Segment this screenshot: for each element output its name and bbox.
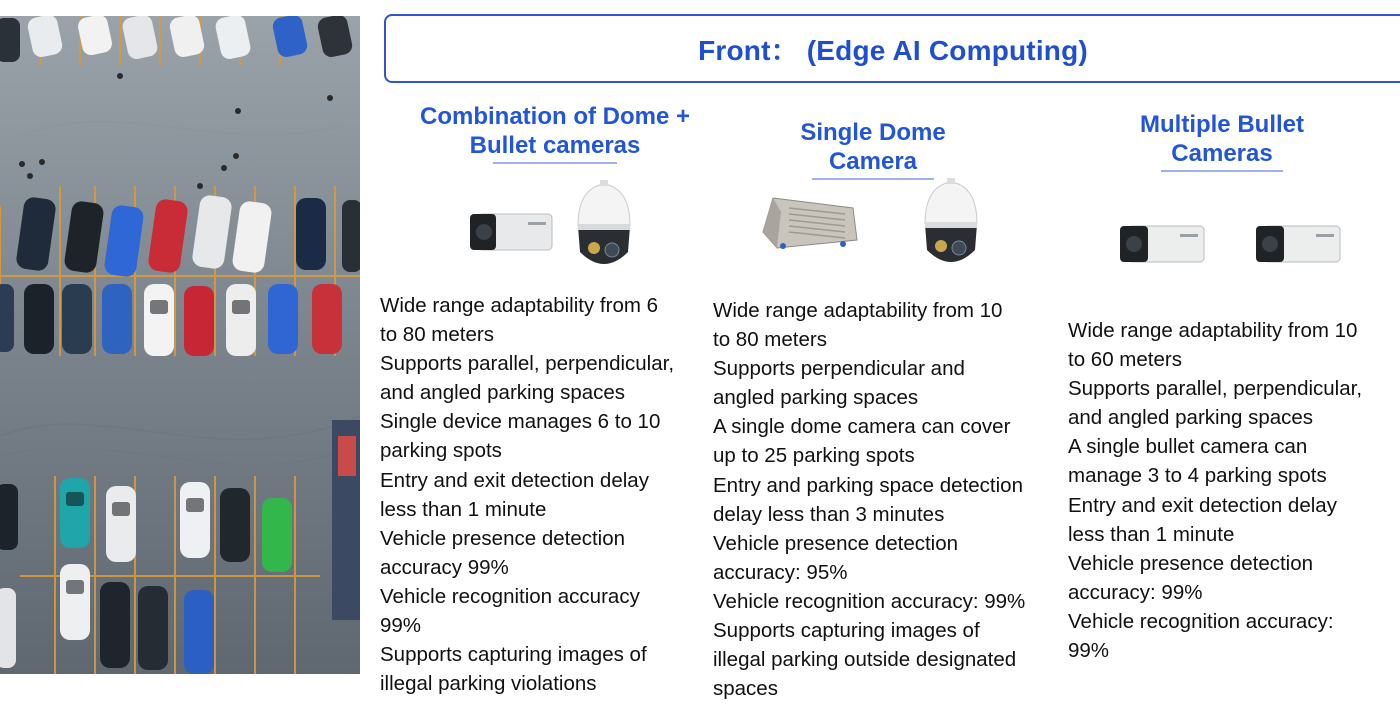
spec-line: and angled parking spaces <box>380 381 626 405</box>
spec-line: Vehicle presence detection <box>713 531 959 555</box>
spec-line: Entry and exit detection delay <box>380 468 649 492</box>
column-title-line2: Camera <box>828 148 918 175</box>
column-title-line2: Bullet cameras <box>469 132 641 159</box>
spec-line: to 80 meters <box>380 323 494 347</box>
spec-line: parking spots <box>380 439 502 463</box>
column-title-line1: Multiple Bullet <box>1140 111 1304 138</box>
spec-line: 99% <box>380 614 422 638</box>
column-title <box>713 118 1033 176</box>
spec-line: Vehicle recognition accuracy: 99% <box>713 589 1026 613</box>
dome-camera-icon <box>572 180 636 280</box>
spec-line: A single bullet camera can <box>1068 435 1308 459</box>
spec-line: Wide range adaptability from 6 <box>380 294 659 317</box>
spec-line: Supports perpendicular and <box>713 357 965 381</box>
title-underline <box>493 162 617 164</box>
spec-line: accuracy: 95% <box>713 560 848 584</box>
spec-line: up to 25 parking spots <box>713 444 915 468</box>
dome-camera-icon <box>919 178 983 278</box>
spec-line: Vehicle recognition accuracy: <box>1068 609 1334 633</box>
spec-line: delay less than 3 minutes <box>713 502 945 526</box>
spec-list <box>1068 316 1400 665</box>
spec-line: Supports capturing images of <box>713 619 980 643</box>
spec-list <box>713 296 1053 703</box>
spec-line: Supports capturing images of <box>380 643 647 667</box>
spec-list <box>380 291 710 698</box>
parking-lot-photo <box>0 16 360 674</box>
spec-line: and angled parking spaces <box>1068 406 1314 430</box>
bullet-camera-icon <box>1118 220 1208 270</box>
spec-line: Vehicle presence detection <box>1068 551 1314 575</box>
bullet-camera-icon <box>1254 220 1344 270</box>
spec-line: manage 3 to 4 parking spots <box>1068 464 1327 488</box>
spec-line: spaces <box>713 677 778 701</box>
column-title-line2: Cameras <box>1171 140 1273 167</box>
header-banner <box>384 14 1400 83</box>
column-title <box>1068 110 1376 168</box>
spec-line: Vehicle recognition accuracy <box>380 584 640 608</box>
column-title-line1: Combination of Dome + <box>420 103 690 130</box>
spec-line: to 60 meters <box>1068 348 1182 372</box>
camera-images <box>1118 214 1378 274</box>
spec-line: angled parking spaces <box>713 386 919 410</box>
spec-line: illegal parking outside designated <box>713 648 1017 672</box>
spec-line: to 80 meters <box>713 328 827 352</box>
banner-title: Front： (Edge AI Computing) <box>698 34 1088 66</box>
spec-line: accuracy 99% <box>380 555 509 579</box>
spec-line: Vehicle presence detection <box>380 526 626 550</box>
spec-line: Wide range adaptability from 10 <box>713 299 1003 322</box>
spec-line: Entry and exit detection delay <box>1068 493 1337 517</box>
spec-line: Wide range adaptability from 10 <box>1068 319 1358 342</box>
column-title-line1: Single Dome <box>800 119 946 146</box>
spec-line: Supports parallel, perpendicular, <box>380 352 675 376</box>
spec-line: Single device manages 6 to 10 <box>380 410 661 434</box>
title-underline <box>1161 170 1283 172</box>
edge-box-icon <box>759 192 859 258</box>
spec-line: illegal parking violations <box>380 672 597 696</box>
bullet-camera-icon <box>468 208 556 258</box>
spec-line: less than 1 minute <box>380 497 547 521</box>
spec-line: A single dome camera can cover <box>713 415 1011 439</box>
spec-line: 99% <box>1068 639 1110 663</box>
spec-line: less than 1 minute <box>1068 522 1235 546</box>
spec-line: Supports parallel, perpendicular, <box>1068 377 1363 401</box>
column-title <box>380 102 730 160</box>
camera-images <box>468 180 728 280</box>
spec-line: accuracy: 99% <box>1068 580 1203 604</box>
camera-images <box>759 178 1039 278</box>
spec-line: Entry and parking space detection <box>713 473 1023 497</box>
